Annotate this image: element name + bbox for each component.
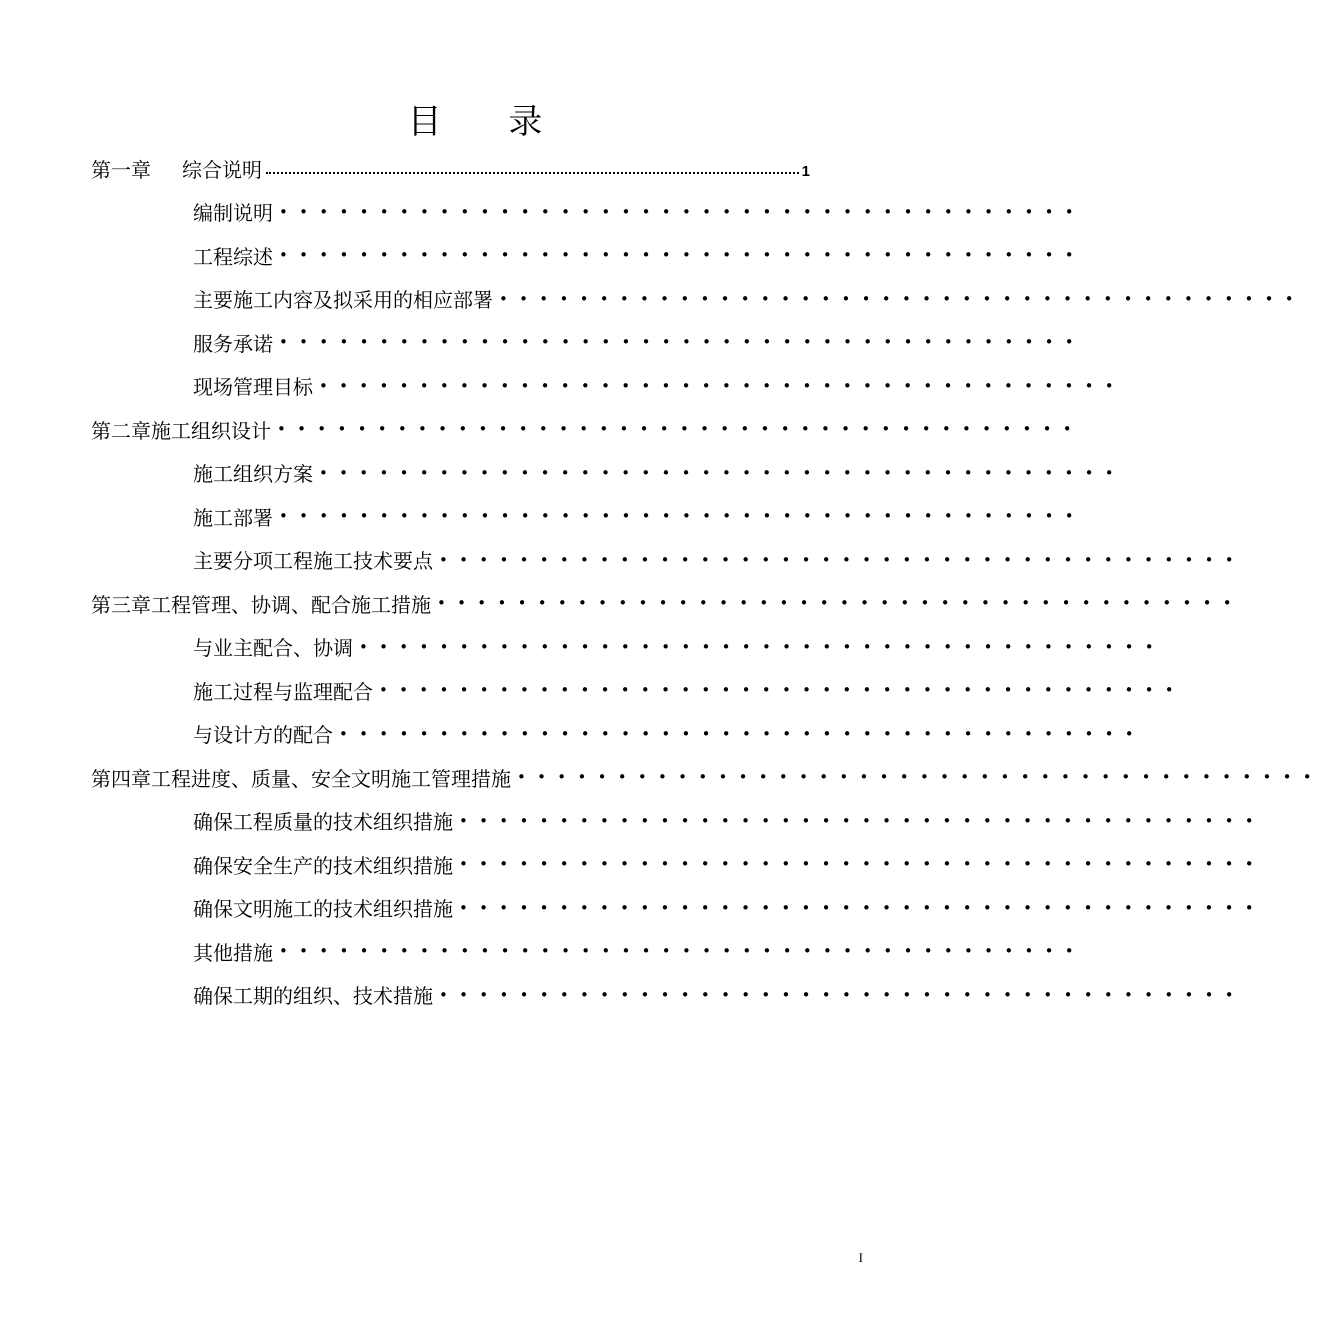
toc-section-entry[interactable]: [193, 931, 1085, 971]
section-title: 确保工程质量的技术组织措施: [193, 810, 453, 834]
toc-section-entry[interactable]: [193, 192, 1085, 232]
section-title: 确保安全生产的技术组织措施: [193, 853, 453, 878]
dot-leader: ••••••••••••••••••••••••••••••••••••••••: [437, 594, 1243, 612]
chapter-title: 施工组织设计: [151, 418, 271, 443]
section-title: 施工过程与监理配合: [193, 679, 373, 704]
toc-chapter-entry[interactable]: [91, 409, 1083, 449]
section-title: 服务承诺: [193, 331, 273, 356]
section-title: 施工组织方案: [193, 462, 313, 486]
toc-section-entry[interactable]: [193, 322, 1085, 362]
section-title: 其他措施: [193, 940, 273, 965]
section-title: 施工部署: [193, 505, 273, 530]
section-title: 工程综述: [193, 244, 273, 269]
dot-leader: ••••••••••••••••••••••••••••••••••••••••: [499, 289, 1305, 308]
dot-leader: ••••••••••••••••••••••••••••••••••••••••: [439, 985, 1245, 1004]
section-title: 现场管理目标: [193, 375, 313, 399]
dot-leader: ••••••••••••••••••••••••••••••••••••••••: [279, 333, 1085, 351]
section-title: 确保文明施工的技术组织措施: [193, 897, 453, 921]
toc-chapter-entry[interactable]: [91, 583, 1243, 623]
section-title: 与设计方的配合: [193, 723, 333, 747]
toc-chapter-entry[interactable]: [91, 757, 1323, 797]
toc-section-entry[interactable]: [193, 801, 1265, 841]
dot-leader: ••••••••••••••••••••••••••••••••••••••••: [439, 550, 1245, 569]
toc-title: 目 录: [407, 102, 571, 142]
chapter-number: 第二章: [91, 418, 151, 443]
section-title: 与业主配合、协调: [193, 636, 353, 660]
toc-section-entry[interactable]: [193, 670, 1185, 710]
dot-leader: ••••••••••••••••••••••••••••••••••••••••: [459, 811, 1265, 830]
section-title: 主要施工内容及拟采用的相应部署: [193, 288, 493, 312]
toc-section-entry[interactable]: [193, 279, 1305, 319]
page-number: I: [858, 1250, 863, 1265]
chapter-number: 第三章: [91, 592, 151, 617]
chapter-number: 第一章: [91, 157, 151, 182]
toc-section-entry[interactable]: [193, 844, 1265, 884]
toc-section-entry[interactable]: [193, 627, 1165, 667]
dot-leader: ••••••••••••••••••••••••••••••••••••••••: [319, 376, 1125, 395]
dot-leader: ••••••••••••••••••••••••••••••••••••••••: [279, 507, 1085, 525]
chapter-title: 工程管理、协调、配合施工措施: [151, 592, 431, 617]
toc-section-entry[interactable]: [193, 888, 1265, 928]
toc-section-entry[interactable]: [193, 366, 1125, 406]
toc-section-entry[interactable]: [193, 235, 1085, 275]
section-title: 确保工期的组织、技术措施: [193, 984, 433, 1008]
toc-section-entry[interactable]: [193, 975, 1245, 1015]
toc-section-entry[interactable]: [193, 714, 1145, 754]
section-title: 主要分项工程施工技术要点: [193, 549, 433, 573]
chapter-title: 综合说明: [182, 157, 262, 182]
dot-leader: ••••••••••••••••••••••••••••••••••••••••: [319, 463, 1125, 482]
chapter-title: 工程进度、质量、安全文明施工管理措施: [151, 766, 511, 791]
dot-leader: [266, 171, 799, 174]
dot-leader: ••••••••••••••••••••••••••••••••••••••••: [359, 637, 1165, 656]
dot-leader: ••••••••••••••••••••••••••••••••••••••••: [459, 898, 1265, 917]
dot-leader: ••••••••••••••••••••••••••••••••••••••••: [277, 420, 1083, 438]
dot-leader: ••••••••••••••••••••••••••••••••••••••••: [279, 246, 1085, 264]
toc-chapter-entry[interactable]: [91, 148, 810, 188]
chapter-number: 第四章: [91, 766, 151, 791]
section-title: 编制说明: [193, 201, 273, 225]
dot-leader: ••••••••••••••••••••••••••••••••••••••••: [279, 202, 1085, 221]
toc-section-entry[interactable]: [193, 453, 1125, 493]
dot-leader: ••••••••••••••••••••••••••••••••••••••••: [459, 855, 1265, 873]
dot-leader: ••••••••••••••••••••••••••••••••••••••••: [279, 942, 1085, 960]
dot-leader: ••••••••••••••••••••••••••••••••••••••••: [379, 681, 1185, 699]
dot-leader: ••••••••••••••••••••••••••••••••••••••••: [339, 724, 1145, 743]
dot-leader: ••••••••••••••••••••••••••••••••••••••••: [517, 768, 1323, 786]
toc-section-entry[interactable]: [193, 496, 1085, 536]
toc-section-entry[interactable]: [193, 540, 1245, 580]
chapter-page-number: 1: [801, 162, 810, 180]
